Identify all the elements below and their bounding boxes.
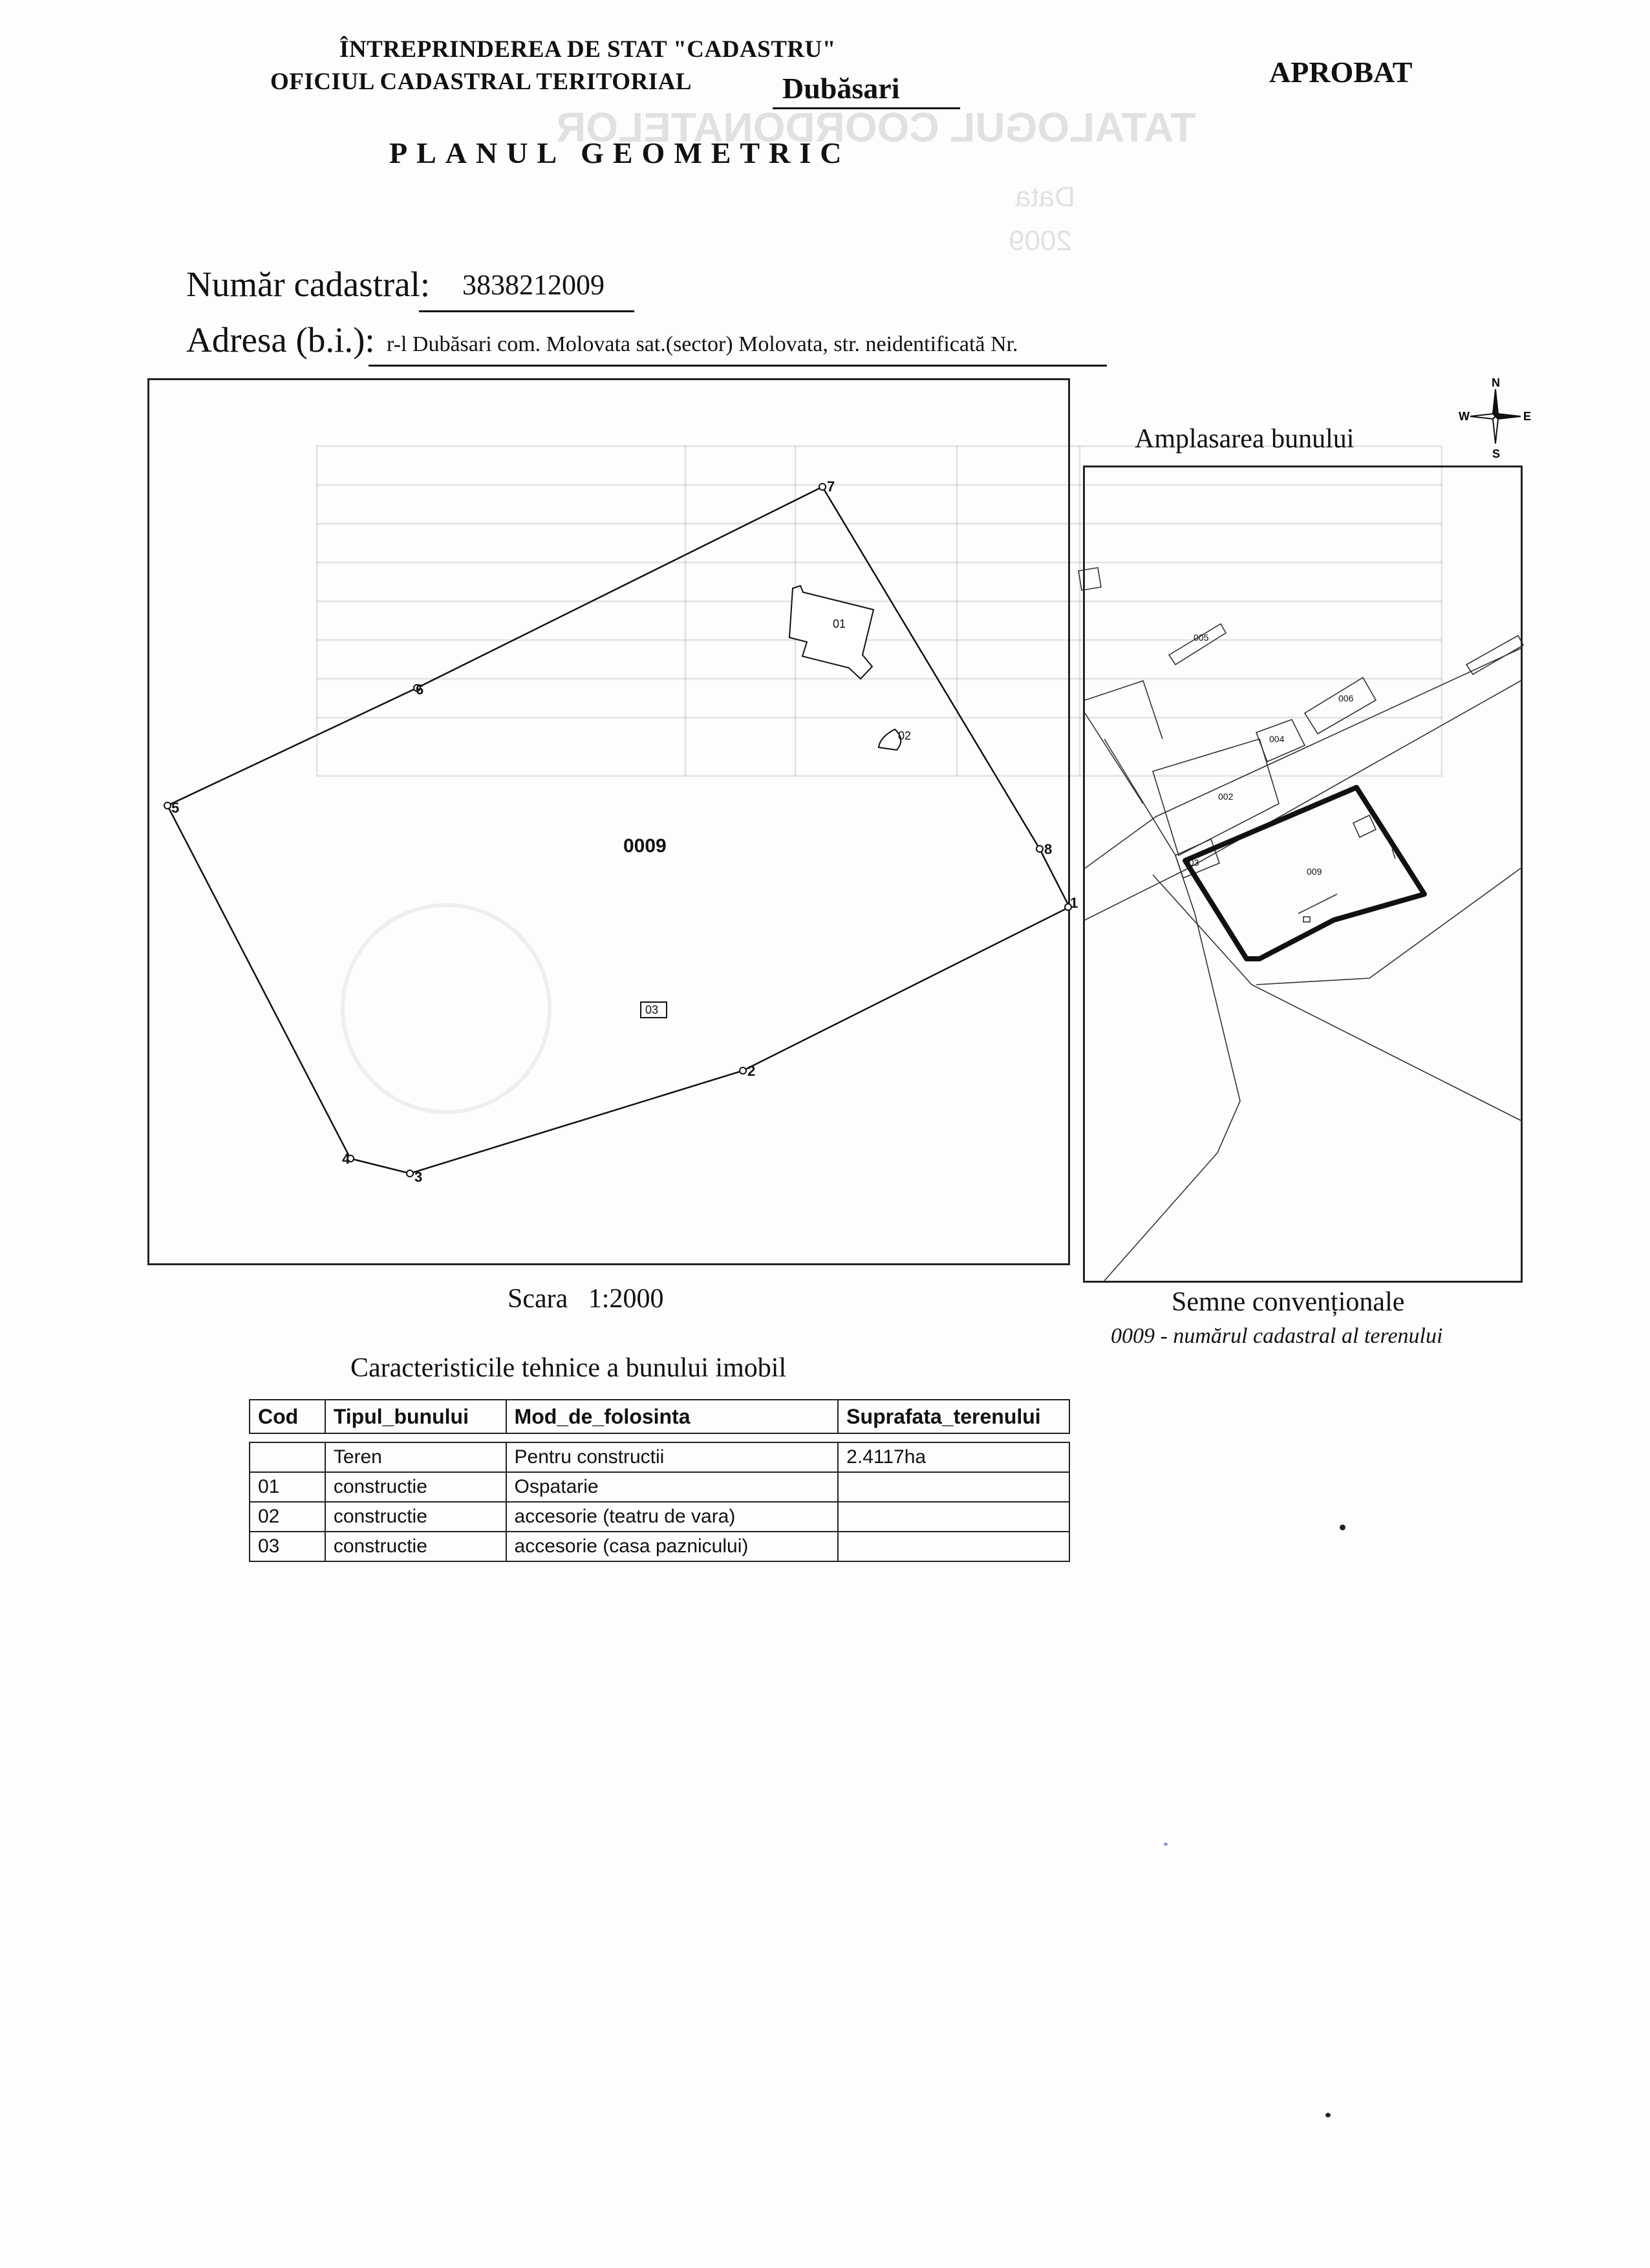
cell-mod: Ospatarie	[506, 1472, 839, 1502]
legend-entry: 0009 - numărul cadastral al terenului	[1111, 1324, 1443, 1348]
table-row	[250, 1472, 1069, 1502]
compass-south: S	[1492, 447, 1501, 460]
vertex-2	[740, 1067, 746, 1074]
vertex-label-5: 5	[171, 800, 180, 816]
document-title: PLANUL GEOMETRIC	[389, 136, 851, 169]
compass-rose-icon	[1460, 376, 1531, 460]
main-plan-drawing	[149, 380, 1078, 1263]
parcel-label-006: 006	[1338, 693, 1354, 703]
vertex-label-2: 2	[747, 1063, 756, 1079]
cell-mod: accesorie (casa paznicului)	[506, 1532, 839, 1561]
cell-suprafata	[838, 1502, 1069, 1532]
column-header-suprafata: Suprafata_terenului	[838, 1400, 1069, 1433]
vertex-8	[1036, 846, 1043, 852]
building-01	[789, 586, 873, 679]
target-parcel-009	[1185, 787, 1424, 959]
office-underline	[773, 107, 960, 109]
cell-cod: 03	[250, 1532, 325, 1561]
column-header-mod: Mod_de_folosinta	[506, 1400, 839, 1433]
bleed-through-date: Data	[1015, 181, 1075, 213]
cell-tipul: Teren	[325, 1442, 506, 1472]
table-header-gap	[250, 1433, 1069, 1442]
vertex-label-4: 4	[342, 1151, 350, 1167]
compass-west: W	[1459, 410, 1470, 423]
vertex-label-3: 3	[414, 1169, 423, 1185]
vertex-label-1: 1	[1070, 895, 1078, 911]
building-label-03: 03	[645, 1003, 659, 1016]
scan-speck	[1325, 2113, 1331, 2117]
scale-label: Scara	[508, 1284, 568, 1314]
parcel-number-label: 0009	[623, 835, 667, 857]
parcel-label-009: 009	[1307, 866, 1322, 877]
cell-tipul: constructie	[325, 1472, 506, 1502]
location-map-drawing	[1085, 467, 1521, 1281]
legend-title: Semne convenționale	[1172, 1287, 1405, 1317]
scan-speck	[1340, 1524, 1345, 1530]
cell-suprafata: 2.4117ha	[838, 1442, 1069, 1472]
cadastral-number-label: Număr cadastral:	[186, 264, 431, 304]
cell-mod: accesorie (teatru de vara)	[506, 1502, 839, 1532]
office-label: OFICIUL CADASTRAL TERITORIAL	[270, 69, 692, 95]
office-location: Dubăsari	[782, 72, 900, 105]
cell-cod: 01	[250, 1472, 325, 1502]
parcel-boundary	[167, 487, 1069, 1173]
compass-east: E	[1523, 410, 1532, 423]
tech-table-title: Caracteristicile tehnice a bunului imobil	[350, 1353, 787, 1383]
vertex-5	[164, 802, 171, 809]
organization-name: ÎNTREPRINDEREA DE STAT "CADASTRU"	[339, 36, 836, 63]
cell-tipul: constructie	[325, 1532, 506, 1561]
bleed-through-title: TATALOGUL COORDONATELOR	[556, 104, 1196, 151]
main-plan-frame	[147, 378, 1078, 1265]
scan-speck	[1164, 1843, 1168, 1846]
parcel-label-004: 004	[1269, 734, 1285, 744]
table-header-row	[250, 1400, 1069, 1433]
column-header-cod: Cod	[250, 1400, 325, 1433]
table-row	[250, 1502, 1069, 1532]
scale-indicator	[508, 1283, 663, 1314]
cell-suprafata	[838, 1472, 1069, 1502]
building-label-01: 01	[833, 617, 846, 630]
parcel-label-005: 005	[1194, 632, 1209, 643]
table-row	[250, 1532, 1069, 1561]
address-label: Adresa (b.i.):	[186, 320, 375, 359]
building-label-02: 02	[898, 729, 912, 742]
vertex-label-6: 6	[416, 681, 424, 698]
parcel-label-002: 002	[1218, 791, 1234, 802]
cadastral-number-value: 3838212009	[462, 269, 605, 301]
vertex-label-8: 8	[1044, 841, 1053, 857]
approval-stamp-label: APROBAT	[1269, 56, 1413, 89]
cell-suprafata	[838, 1532, 1069, 1561]
cadastral-number-underline	[419, 310, 634, 312]
cell-cod	[250, 1442, 325, 1472]
cell-cod: 02	[250, 1502, 325, 1532]
location-map-title: Amplasarea bunului	[1135, 424, 1355, 454]
location-map-frame	[1083, 465, 1523, 1283]
vertex-7	[819, 484, 826, 490]
parcel-label-003: 003	[1184, 857, 1199, 868]
column-header-tipul: Tipul_bunului	[325, 1400, 506, 1433]
vertex-label-7: 7	[827, 478, 835, 495]
vertex-3	[407, 1170, 413, 1177]
address-underline	[369, 365, 1107, 367]
bleed-through-year: 2009	[1009, 225, 1072, 257]
address-value: r-l Dubăsari com. Molovata sat.(sector) Molovata, str. neidentificată Nr.	[387, 332, 1018, 356]
table-row	[250, 1442, 1069, 1472]
tech-characteristics-table	[249, 1399, 1070, 1562]
cell-tipul: constructie	[325, 1502, 506, 1532]
scale-value: 1:2000	[588, 1284, 664, 1314]
compass-north: N	[1492, 376, 1500, 389]
cell-mod: Pentru constructii	[506, 1442, 839, 1472]
